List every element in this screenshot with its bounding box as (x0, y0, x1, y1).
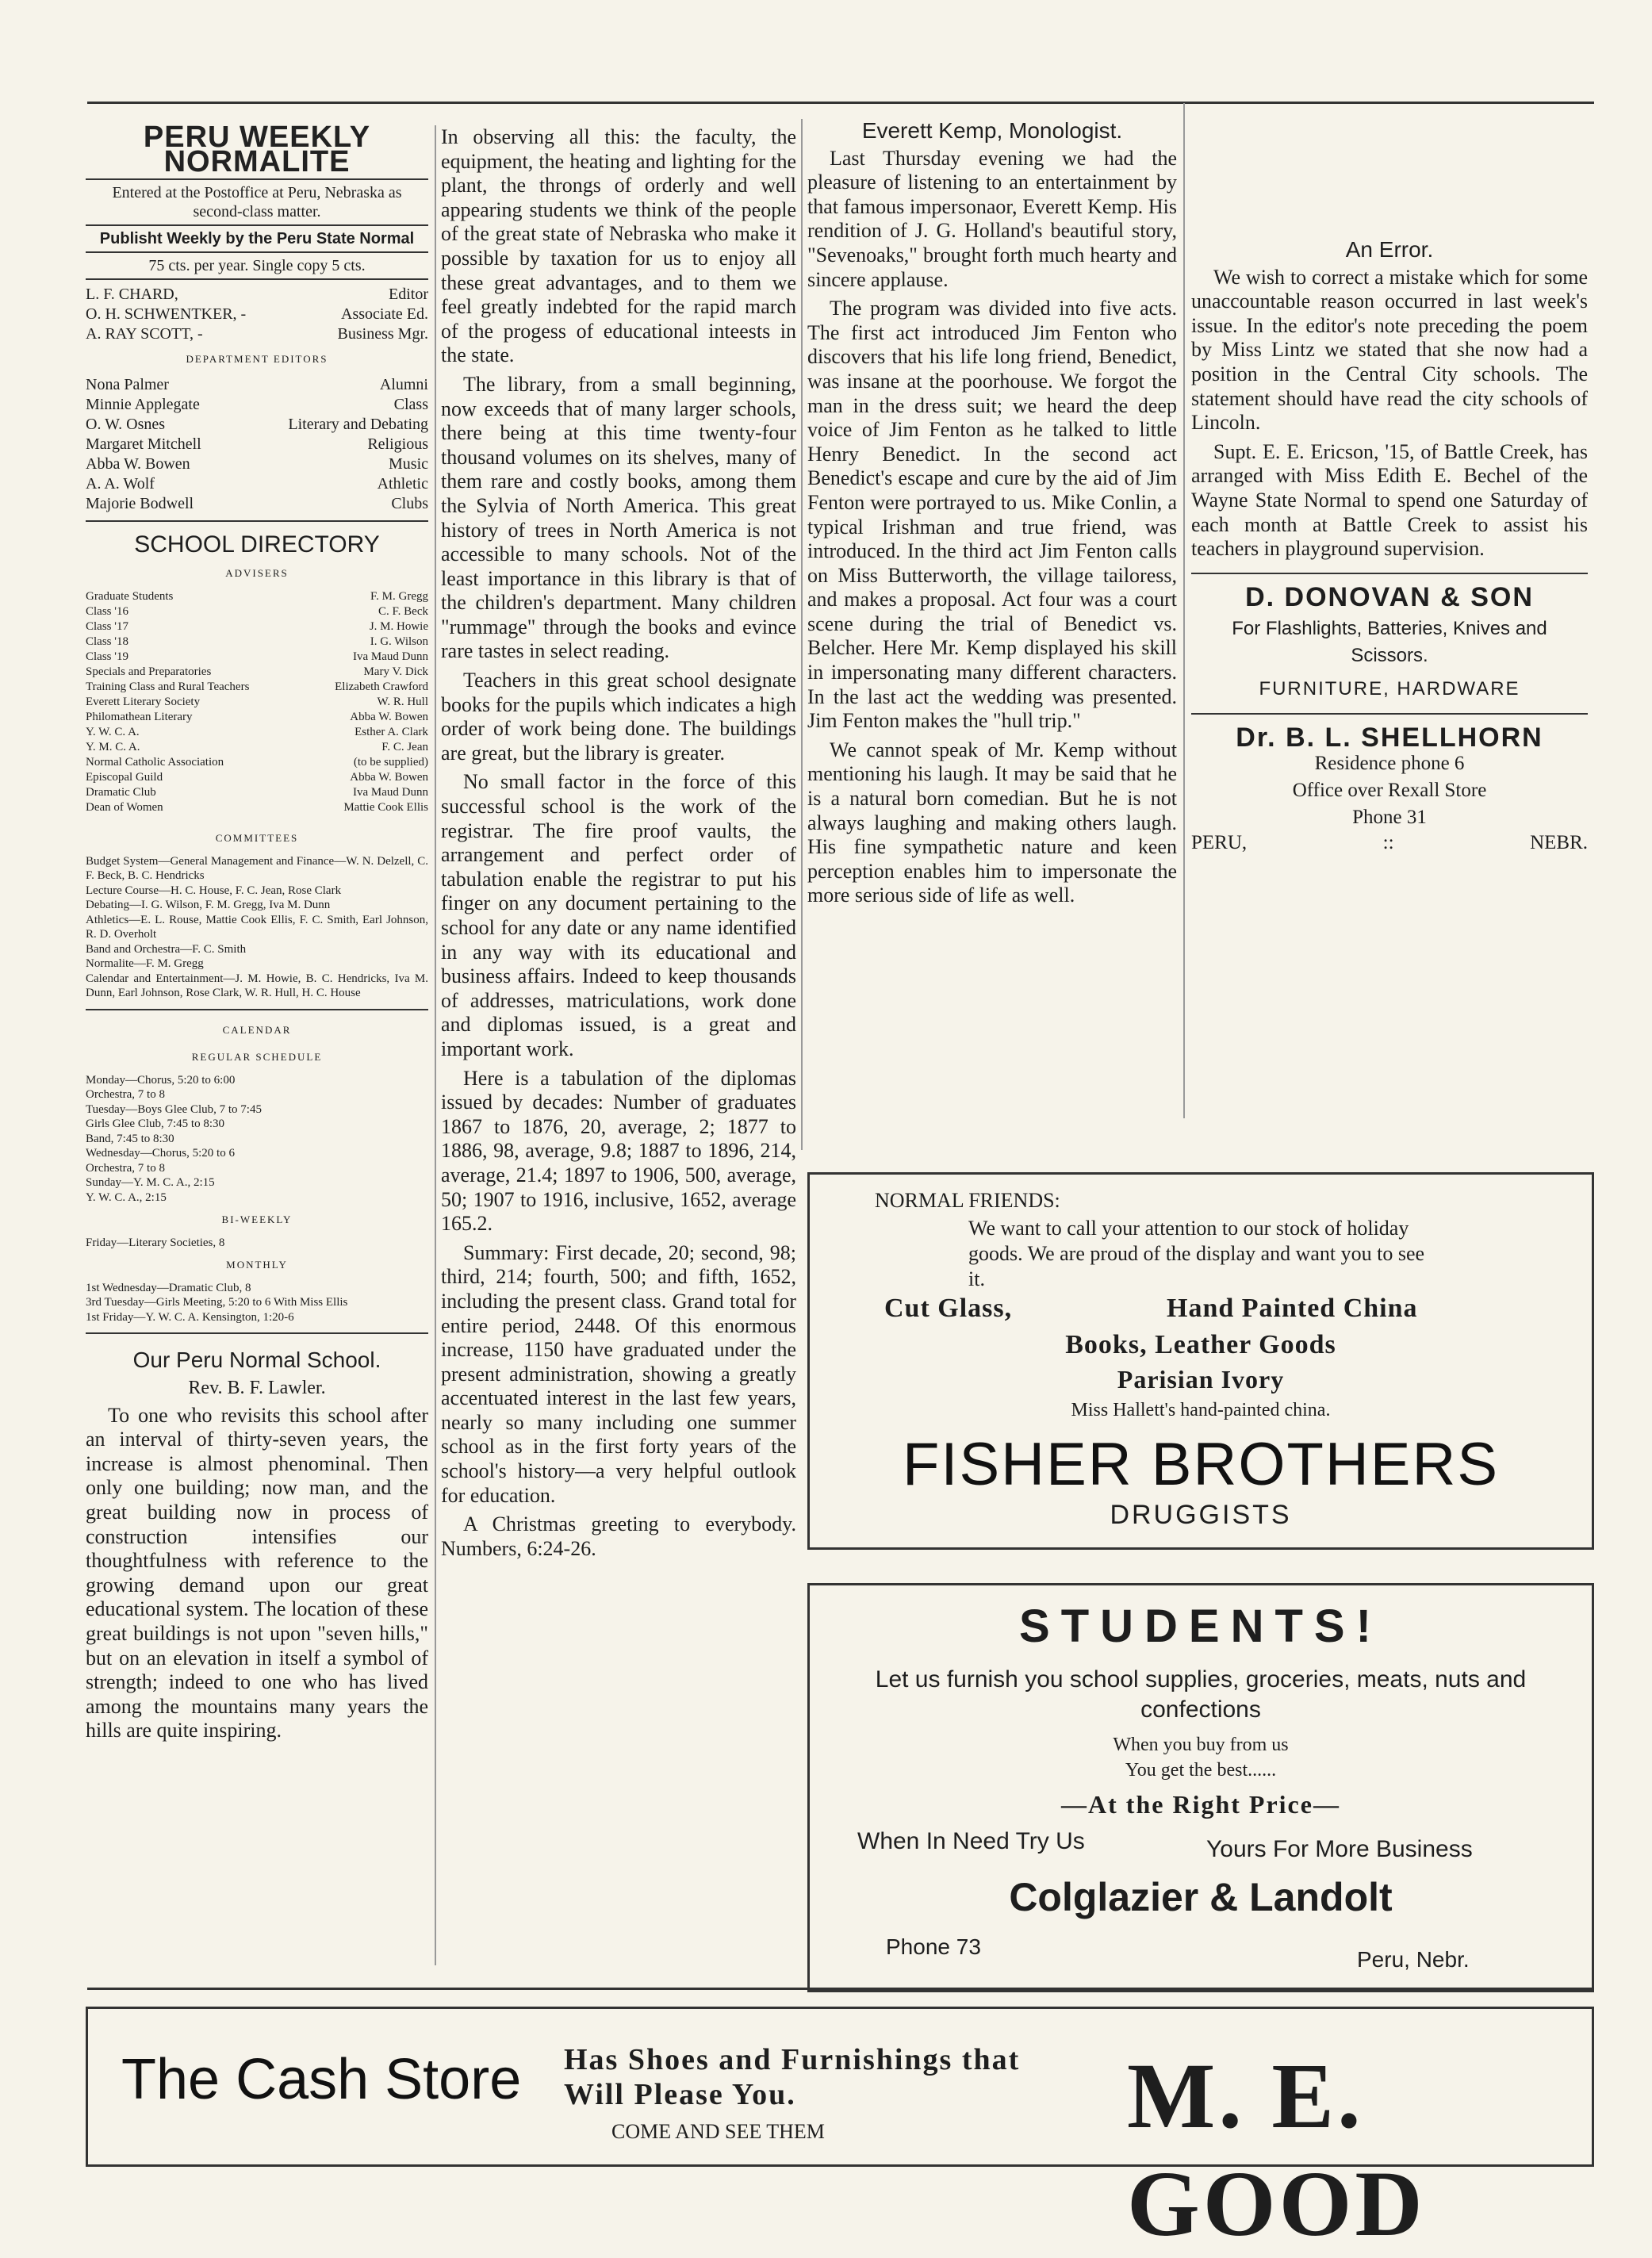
committee-item: Budget System—General Management and Finance—W. N. Delzell, C. F. Beck, B. C. Hendricks (86, 854, 428, 883)
school-article-title: Our Peru Normal School. (132, 1348, 381, 1373)
fisher-ad-name: FISHER BROTHERS (902, 1431, 1500, 1498)
adviser-row (86, 740, 428, 755)
adviser-row (86, 604, 428, 619)
calendar-item: Wednesday—Chorus, 5:20 to 6 (86, 1147, 235, 1160)
dept-editor-row (86, 435, 428, 454)
school-article-byline: Rev. B. F. Lawler. (188, 1378, 326, 1399)
monthly-heading: MONTHLY (226, 1259, 288, 1271)
fisher-ad-item1: Cut Glass, (884, 1294, 1013, 1323)
adviser-row (86, 695, 428, 710)
adviser-name: Y. M. C. A. (86, 740, 140, 753)
cash-store-owner: M. E. GOOD (1127, 2044, 1426, 2256)
colglazier-ad-line5a: When In Need Try Us (857, 1828, 1085, 1854)
adviser-row (86, 680, 428, 695)
colglazier-ad-title: STUDENTS! (1019, 1601, 1382, 1652)
calendar-list (86, 1073, 428, 1206)
committee-item: Debating—I. G. Wilson, F. M. Gregg, Iva M. Dunn (86, 899, 331, 912)
adviser-role: F. M. Gregg (370, 589, 428, 603)
adviser-role: F. C. Jean (381, 740, 428, 753)
adviser-name: Episcopal Guild (86, 770, 163, 784)
colglazier-ad-line4: —At the Right Price— (1061, 1790, 1340, 1819)
staff-row (86, 305, 428, 324)
shellhorn-ad-state: NEBR. (1530, 831, 1588, 853)
shellhorn-ad-line3: Phone 31 (1352, 806, 1427, 828)
dept-editor-name: Margaret Mitchell (86, 435, 201, 453)
kemp-article-p3: We cannot speak of Mr. Kemp without mentioning his laugh. It may be said that he is a natural born comedian. But he is not always laughing and making others laugh. His fine sympathetic nature and keen perception enables him to impersonate the more serious side of life as well. (807, 738, 1177, 907)
bottom-rule (87, 1988, 1594, 1990)
dept-heading: DEPARTMENT EDITORS (186, 353, 328, 366)
adviser-row (86, 800, 428, 815)
column-right (1191, 238, 1588, 855)
adviser-role: I. G. Wilson (370, 634, 428, 648)
calendar-item: Orchestra, 7 to 8 (86, 1161, 165, 1175)
colglazier-ad-name: Colglazier & Landolt (1009, 1875, 1393, 1919)
monthly-item: 3rd Tuesday—Girls Meeting, 5:20 to 6 With Miss Ellis (86, 1296, 348, 1309)
staff-row (86, 324, 428, 344)
adviser-row (86, 619, 428, 634)
error-article-title: An Error. (1345, 237, 1434, 262)
shellhorn-ad-line2: Office over Rexall Store (1292, 779, 1487, 801)
committee-item: Normalite—F. M. Gregg (86, 957, 204, 971)
committee-item: Calendar and Entertainment—J. M. Howie, B. C. Hendricks, Iva M. Dunn, Earl Johnson, Rose Clark, W. R. Hull, H. C. House (86, 972, 428, 1000)
fisher-ad-box (807, 1172, 1594, 1550)
school-article-p5: No small factor in the force of this successful school is the work of the registrar. The fire proof vaults, the arrangement and perfect order of tabulation enable the registrar to put his finger on any document pertaining to the school for any date or any name identified in any way with its educational and business affairs. Indeed to keep thousands of addresses, matriculations, work done and diplomas issued, is a great and important work. (441, 770, 796, 1060)
adviser-name: Y. W. C. A. (86, 725, 140, 738)
school-article-p4: Teachers in this great school designate books for the pupils which indicates a high order of work being done. The buildings are great, but the library is greater. (441, 669, 796, 765)
colglazier-ad-line1: Let us furnish you school supplies, groceries, meats, nuts and confections (875, 1666, 1527, 1723)
advisers-heading: ADVISERS (225, 567, 289, 580)
adviser-role: Abba W. Bowen (350, 770, 428, 784)
dept-editor-row (86, 474, 428, 494)
colglazier-ad-line2: When you buy from us (1113, 1735, 1289, 1755)
dept-editor-name: Minnie Applegate (86, 395, 200, 413)
dept-editor-name: O. W. Osnes (86, 415, 166, 433)
calendar-heading: CALENDAR (222, 1023, 292, 1036)
kemp-article-p2: The program was divided into five acts. The first act introduced Jim Fenton who discovers that his life long friend, Benedict, was insane at the poorhouse. We forgot the man in the dress suit; we heard the deep voice of Jim Fenton as he talked to little Henry Benedict. In the second act Benedict's escape and cure by the aid of Jim Fenton were portrayed to us. Mike Conlin, a typical Irishman and true friend, was introduced. In the third act Jim Fenton calls on Miss Butterworth, the village tailoress, and makes a proposal. Act four was a court scene during the trial of Benedict vs. Belcher. Here Mr. Kemp displayed his skill in impersonating many different characters. In the last act the wedding was presented. Jim Fenton makes the "hull trip." (807, 297, 1177, 733)
adviser-name: Training Class and Rural Teachers (86, 680, 250, 693)
fisher-ad-item4: Parisian Ivory (1117, 1365, 1285, 1394)
column-kemp-article (807, 119, 1177, 913)
biweekly-item: Friday—Literary Societies, 8 (86, 1236, 225, 1249)
adviser-name: Everett Literary Society (86, 695, 201, 708)
adviser-role: J. M. Howie (369, 619, 428, 633)
shellhorn-ad-sep: :: (1382, 831, 1394, 853)
colglazier-ad-box (807, 1583, 1594, 1992)
donovan-ad-name: D. DONOVAN & SON (1245, 581, 1534, 612)
dept-editor-row (86, 454, 428, 474)
school-article-p6: Here is a tabulation of the diplomas issued by decades: Number of graduates 1867 to 1876, 20, average, 2; 1877 to 1886, 98, average, 9.8; 1887 to 1896, 214, average, 21.4; 1897 to 1906, 500, average, 50; 1907 to 1916, inclusive, 1652, average 165.2. (441, 1066, 796, 1236)
adviser-name: Class '17 (86, 619, 128, 633)
adviser-role: Mattie Cook Ellis (343, 800, 428, 814)
advisers-list (86, 589, 428, 815)
colglazier-ad-city: Peru, Nebr. (1357, 1947, 1470, 1972)
adviser-row (86, 634, 428, 650)
donovan-ad-line2: FURNITURE, HARDWARE (1259, 678, 1520, 700)
cash-store-line1: Has Shoes and Furnishings that (564, 2043, 1021, 2076)
dept-editor-name: Abba W. Bowen (86, 454, 190, 473)
cash-store-line3: COME AND SEE THEM (611, 2120, 825, 2143)
committees-heading: COMMITTEES (215, 831, 299, 844)
adviser-role: Iva Maud Dunn (353, 785, 428, 799)
cash-store-ad-box (86, 2007, 1594, 2256)
adviser-row (86, 650, 428, 665)
fisher-ad-item2: Hand Painted China (1167, 1294, 1418, 1323)
fisher-ad-item3: Books, Leather Goods (1065, 1330, 1336, 1359)
school-article-p1: To one who revisits this school after an interval of thirty-seven years, the increase is almost phenominal. Then only one building; now man, and the great building now in process of construction intensifies our thoughtfulness with reference to the growing demand upon our great educational system. The location of these great buildings is not upon "seven hills," but on an elevation in itself a symbol of strength; indeed to one who has lived among the mountains many years the hills are quite inspiring. (86, 1403, 428, 1742)
adviser-row (86, 710, 428, 725)
dept-editor-role: Literary and Debating (288, 415, 428, 433)
adviser-name: Specials and Preparatories (86, 665, 212, 678)
fisher-ad-text: We want to call your attention to our stock of holiday goods. We are proud of the display and want you to see it. (968, 1217, 1425, 1290)
adviser-name: Class '19 (86, 650, 128, 663)
dept-editor-name: Nona Palmer (86, 375, 169, 393)
masthead-entered: Entered at the Postoffice at Peru, Nebraska as second-class matter. (112, 184, 402, 221)
adviser-row (86, 725, 428, 740)
staff-name: L. F. CHARD, (86, 286, 178, 304)
dept-editor-name: Majorie Bodwell (86, 494, 194, 512)
dept-editor-row (86, 494, 428, 514)
biweekly-heading: BI-WEEKLY (221, 1213, 293, 1226)
cash-store-line2: Will Please You. (564, 2078, 796, 2111)
staff-role: Associate Ed. (341, 305, 428, 324)
regular-heading: REGULAR SCHEDULE (191, 1051, 323, 1064)
school-article-p3: The library, from a small beginning, now exceeds that of many larger schools, there being at this time twenty-four thousand volumes on its shelves, many of them rare and costly books, among them the Sylvia of North America. This great history of trees in North America is not accessible to many schools. Not of the least importance in this library is that of the children's department. Many children "rummage" through the books and evince rare tastes in select reading. (441, 372, 796, 663)
cash-store-name: The Cash Store (121, 2048, 522, 2111)
monthly-item: 1st Friday—Y. W. C. A. Kensington, 1:20-6 (86, 1310, 294, 1324)
adviser-name: Dramatic Club (86, 785, 156, 799)
column-masthead (86, 121, 428, 1748)
top-rule (87, 102, 1594, 104)
adviser-role: W. R. Hull (377, 695, 428, 708)
dept-editors-list (86, 375, 428, 514)
calendar-item: Girls Glee Club, 7:45 to 8:30 (86, 1117, 224, 1131)
shellhorn-ad-name: Dr. B. L. SHELLHORN (1236, 722, 1543, 753)
adviser-role: (to be supplied) (353, 755, 428, 769)
dept-editor-role: Clubs (391, 494, 428, 512)
committee-item: Band and Orchestra—F. C. Smith (86, 942, 247, 956)
column-divider-1 (435, 125, 436, 1965)
calendar-item: Sunday—Y. M. C. A., 2:15 (86, 1176, 215, 1190)
dept-editor-role: Athletic (377, 474, 428, 493)
calendar-item: Band, 7:45 to 8:30 (86, 1132, 174, 1145)
column-divider-2 (801, 119, 803, 1150)
adviser-name: Graduate Students (86, 589, 174, 603)
adviser-name: Dean of Women (86, 800, 163, 814)
adviser-name: Normal Catholic Association (86, 755, 224, 769)
ericson-article-p1: Supt. E. E. Ericson, '15, of Battle Creek, has arranged with Miss Edith E. Bechel of the Wayne State Normal to spend one Saturday of each month at Battle Creek to assist his teachers in playground supervision. (1191, 439, 1588, 561)
committee-item: Lecture Course—H. C. House, F. C. Jean, Rose Clark (86, 884, 342, 897)
dept-editor-role: Religious (367, 435, 428, 453)
adviser-role: C. F. Beck (378, 604, 428, 618)
colglazier-ad-phone: Phone 73 (886, 1934, 981, 1959)
shellhorn-ad-city: PERU, (1191, 831, 1248, 853)
committee-item: Athletics—E. L. Rouse, Mattie Cook Ellis, F. C. Smith, Earl Johnson, R. D. Overholt (86, 913, 428, 941)
masthead-price: 75 cts. per year. Single copy 5 cts. (148, 257, 366, 275)
dept-editor-row (86, 375, 428, 395)
adviser-role: Abba W. Bowen (350, 710, 428, 723)
school-article-p2: In observing all this: the faculty, the equipment, the heating and lighting for the plant, the throngs of orderly and well appearing students we think of the people of the great state of Nebraska who make it possible by taxation for us to enjoy all these great advantages, and to them we feel greatly indebted for the rapid march of the progess of educational inteests in the state. (441, 125, 796, 367)
dept-editor-role: Music (389, 454, 428, 473)
calendar-item: Orchestra, 7 to 8 (86, 1088, 165, 1102)
kemp-article-title: Everett Kemp, Monologist. (861, 118, 1123, 143)
staff-role: Business Mgr. (337, 325, 428, 343)
kemp-article-p1: Last Thursday evening we had the pleasure of listening to an entertainment by that famous impersonaor, Everett Kemp. His rendition of J. G. Holland's beautiful story, "Sevenoaks," brought forth much hearty and sincere applause. (807, 146, 1177, 291)
directory-title: SCHOOL DIRECTORY (134, 531, 380, 558)
staff-name: O. H. SCHWENTKER, - (86, 305, 247, 324)
school-article-p8: A Christmas greeting to everybody. Numbers, 6:24-26. (441, 1512, 796, 1560)
adviser-role: Mary V. Dick (363, 665, 428, 678)
masthead-publisher: Publisht Weekly by the Peru State Normal (99, 230, 415, 248)
adviser-role: Iva Maud Dunn (353, 650, 428, 663)
shellhorn-ad-line1: Residence phone 6 (1314, 752, 1465, 774)
adviser-role: Esther A. Clark (355, 725, 428, 738)
colglazier-ad-line3: You get the best...... (1125, 1760, 1277, 1781)
dept-editor-row (86, 415, 428, 435)
adviser-row (86, 785, 428, 800)
shellhorn-ad-address (1191, 831, 1588, 856)
colglazier-ad-line5b: Yours For More Business (1206, 1836, 1473, 1862)
masthead-title: PERU WEEKLY NORMALITE (143, 121, 371, 178)
fisher-ad-item5: Miss Hallett's hand-painted china. (1071, 1400, 1331, 1420)
column-divider-3 (1183, 103, 1185, 1118)
staff-row (86, 285, 428, 305)
adviser-name: Philomathean Literary (86, 710, 193, 723)
staff-list (86, 285, 428, 344)
adviser-row (86, 755, 428, 770)
adviser-name: Class '18 (86, 634, 128, 648)
staff-role: Editor (389, 286, 428, 304)
school-article-p7: Summary: First decade, 20; second, 98; third, 214; fourth, 500; and fifth, 1652, including the present class. Grand total for entire period, 2448. Of this enormous increase, 1150 have graduated under the present administration, showing a greatly accentuated interest in the last few years, nearly so many including one summer school as in the first forty years of the school's history—a very helpful outlook for education. (441, 1240, 796, 1507)
adviser-row (86, 665, 428, 680)
calendar-item: Tuesday—Boys Glee Club, 7 to 7:45 (86, 1102, 262, 1116)
calendar-item: Monday—Chorus, 5:20 to 6:00 (86, 1073, 236, 1087)
donovan-ad-line1: For Flashlights, Batteries, Knives and Scissors. (1232, 618, 1547, 667)
monthly-list (86, 1281, 428, 1325)
dept-editor-role: Class (393, 395, 428, 413)
adviser-name: Class '16 (86, 604, 128, 618)
calendar-item: Y. W. C. A., 2:15 (86, 1190, 167, 1204)
committees-list (86, 854, 428, 1001)
monthly-item: 1st Wednesday—Dramatic Club, 8 (86, 1281, 251, 1294)
error-article-p1: We wish to correct a mistake which for some unaccountable reason occurred in last week's issue. In the editor's note preceding the poem by Miss Lintz we stated that she now had a position in the Central City schools. The statement should have read the city schools of Lincoln. (1191, 265, 1588, 435)
staff-name: A. RAY SCOTT, - (86, 325, 203, 343)
fisher-ad-salutation: NORMAL FRIENDS: (875, 1189, 1060, 1212)
dept-editor-row (86, 395, 428, 415)
dept-editor-name: A. A. Wolf (86, 474, 155, 493)
adviser-row (86, 770, 428, 785)
column-school-article-cont (441, 125, 796, 1566)
dept-editor-role: Alumni (379, 375, 428, 393)
fisher-ad-sub: DRUGGISTS (1110, 1500, 1292, 1530)
adviser-role: Elizabeth Crawford (335, 680, 428, 693)
adviser-row (86, 589, 428, 604)
